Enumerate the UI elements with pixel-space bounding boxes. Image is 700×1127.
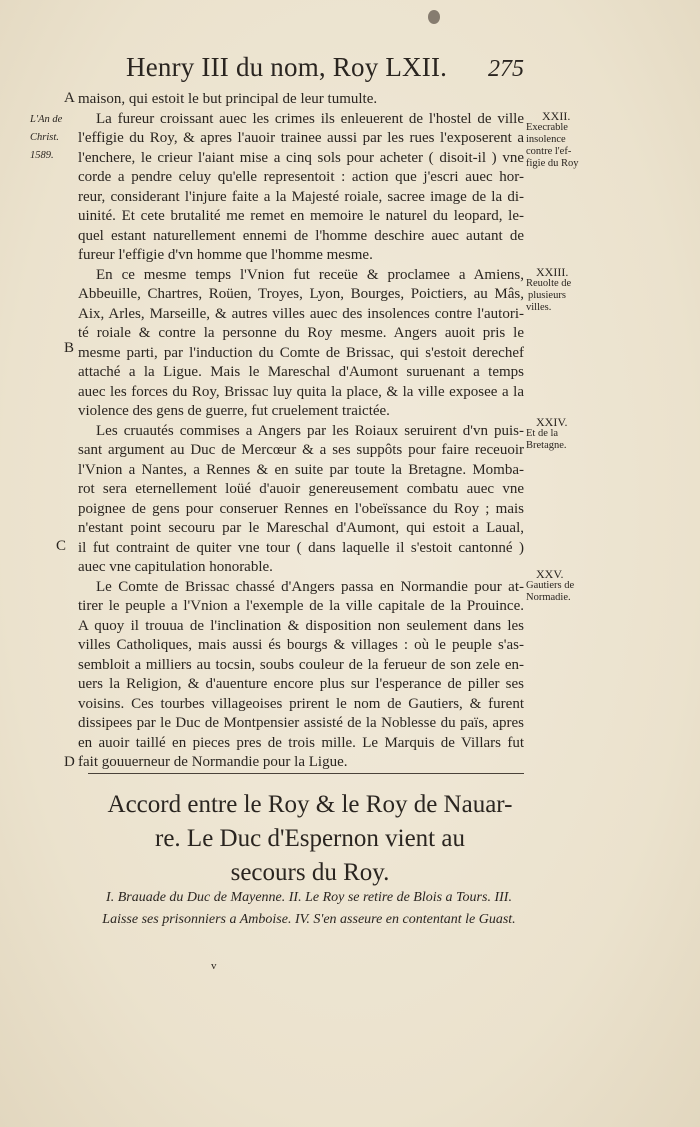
side-note-text: figie du Roy — [526, 158, 579, 169]
chapter-heading — [70, 788, 550, 890]
margin-letter-d: D — [64, 754, 75, 770]
text-line: Abbeuille, Chartres, Roüen, Troyes, Lyon, Bourges, Poictiers, au Mâs, — [78, 286, 524, 302]
side-note-text: insolence — [526, 134, 566, 145]
side-note-text: villes. — [526, 302, 552, 313]
side-note-text: Reuolte de — [526, 278, 572, 289]
side-note-text: contre l'ef- — [526, 146, 572, 157]
text-line: n'estant point secouru par le Mareschal d'Aumont, qui estoit a Laual, — [78, 520, 524, 536]
text-line: rot sera eternellement loüé d'auoir genereusement combatu auec vne — [78, 481, 524, 497]
margin-letter-b: B — [64, 340, 75, 356]
side-note-text: plusieurs — [528, 290, 566, 301]
text-line: La fureur croissant auec les crimes ils enleuerent de l'hostel de ville — [96, 110, 524, 127]
side-note-xxiv — [526, 416, 616, 452]
text-line: sant argument au Duc de Mercœur & a ses suppôts pour faire receuoir — [78, 442, 524, 458]
text-line: auec vne capitulation honorable. — [78, 559, 273, 575]
text-line: poignee de gens pour conseruer Rennes en l'obeïssance du Roy ; mais — [78, 500, 524, 517]
chapter-heading-line: secours du Roy. — [230, 859, 390, 886]
year-label-line: 1589. — [30, 150, 54, 161]
side-note-text: Execrable — [526, 122, 568, 133]
side-note-xxii — [526, 110, 616, 170]
side-note-xxiii — [526, 266, 616, 314]
text-line: fait gouuerneur de Normandie pour la Ligue. — [78, 754, 348, 770]
text-line: Le Comte de Brissac chassé d'Angers passa en Normandie pour at- — [96, 578, 524, 595]
text-line: il fut contraint de quiter vne tour ( dans laquelle il s'estoit cantonné ) — [78, 539, 524, 556]
text-line: l'Vnion a Nantes, a Rennes & en suite par toute la Bretagne. Momba- — [78, 461, 524, 478]
summary-line: I. Brauade du Duc de Mayenne. II. Le Roy se retire de Blois a Tours. III. — [106, 890, 512, 905]
side-note-text: Gautiers de — [526, 580, 575, 591]
text-line: En ce mesme temps l'Vnion fut receüe & proclamee a Amiens, — [96, 266, 524, 283]
text-line: attaché a la Ligue. Mais le Mareschal d'Aumont suruenant a temps — [78, 364, 524, 380]
text-line: tirer le peuple a l'Vnion a l'exemple de la ville capitale de la Prouince. — [78, 598, 524, 614]
chapter-heading-line: Accord entre le Roy & le Roy de Nauar- — [107, 791, 513, 818]
text-line: A quoy il trouua de l'inclination & disposition non seulement dans les — [78, 617, 524, 634]
text-line: uers la Religion, & d'auenture encore plus sur l'esperance de piller ses — [78, 676, 524, 692]
margin-letter-a: A — [64, 90, 75, 106]
text-line: té roiale & contre la personne du Roy mesme. Angers auoit pris le — [78, 325, 524, 341]
margin-letter-c: C — [56, 538, 67, 554]
text-line: l'effigie du Roy, & apres l'auoir trainee aussi par les rues l'exposerent a — [78, 130, 524, 146]
text-line: reur, considerant l'injure faite a la Majesté roiale, sacree image de la di- — [78, 188, 524, 205]
text-line: Les cruautés commises a Angers par les Roiaux seruirent d'vn puis- — [96, 422, 524, 439]
text-line: quel estant naturellement ennemi de l'homme deschire auec autant de — [78, 227, 524, 244]
side-note-number: XXII. — [542, 109, 571, 123]
year-label-line: L'An de — [30, 114, 63, 125]
text-line: fureur l'effigie d'vn homme que l'homme mesme. — [78, 247, 373, 263]
side-note-text: Bretagne. — [526, 440, 567, 451]
text-line: maison, qui estoit le but principal de leur tumulte. — [78, 91, 378, 107]
text-line: uinité. Et cete brutalité me remet en memoire le naturel du leopard, le- — [78, 208, 524, 224]
text-line: auec les forces du Roy, Brissac luy quita la place, & la ville exposee a la — [78, 383, 524, 400]
text-line: villes Catholiques, mais aussi és bourgs & villages : où le peuple s'as- — [78, 637, 524, 653]
side-note-xxv — [526, 568, 616, 604]
text-line: mesme parti, par l'induction du Comte de Brissac, qui s'estoit derechef — [78, 344, 524, 361]
year-margin-note — [30, 114, 76, 162]
text-line: Aix, Arles, Marseille, & autres villes auec des insolences contre l'autori- — [78, 305, 524, 322]
signature-mark: v — [211, 960, 217, 972]
ink-spot — [428, 10, 440, 24]
chapter-summary — [84, 887, 534, 931]
text-line: corde a pendre celuy qu'elle representoit : action que j'escri auec hor- — [78, 169, 524, 185]
section-divider — [88, 773, 524, 774]
side-note-text: Et de la — [526, 428, 559, 439]
text-line: violence des gens de guerre, fut cruelement traictée. — [78, 403, 390, 419]
side-note-text: Normadie. — [526, 592, 571, 603]
side-note-number: XXIII. — [536, 265, 569, 279]
year-label-line: Christ. — [30, 132, 59, 143]
summary-line: Laisse ses prisonniers a Amboise. IV. S'en asseure en contentant le Guast. — [102, 912, 516, 927]
running-head-title: Henry III du nom, Roy LXII. — [126, 52, 448, 82]
text-line: dissipees par le Duc de Montpensier assisté de la Noblesse du païs, apres — [78, 715, 524, 731]
text-line: l'enchere, le crieur l'aiant mise a cinq sols pour acheter ( disoit-il ) vne — [78, 149, 524, 166]
body-text — [78, 90, 524, 773]
text-line: voisins. Ces tourbes villageoises prirent le nom de Gautiers, & furent — [78, 695, 524, 712]
side-note-number: XXV. — [536, 567, 564, 581]
side-note-number: XXIV. — [536, 415, 568, 429]
text-line: en auoir taillé en pieces pres de trois mille. Le Marquis de Villars fut — [78, 734, 524, 751]
text-line: sembloit a milliers au tocsin, soubs couleur de la ferueur de son zele en- — [78, 656, 524, 673]
chapter-heading-line: re. Le Duc d'Espernon vient au — [155, 825, 465, 852]
page-number: 275 — [488, 56, 524, 82]
